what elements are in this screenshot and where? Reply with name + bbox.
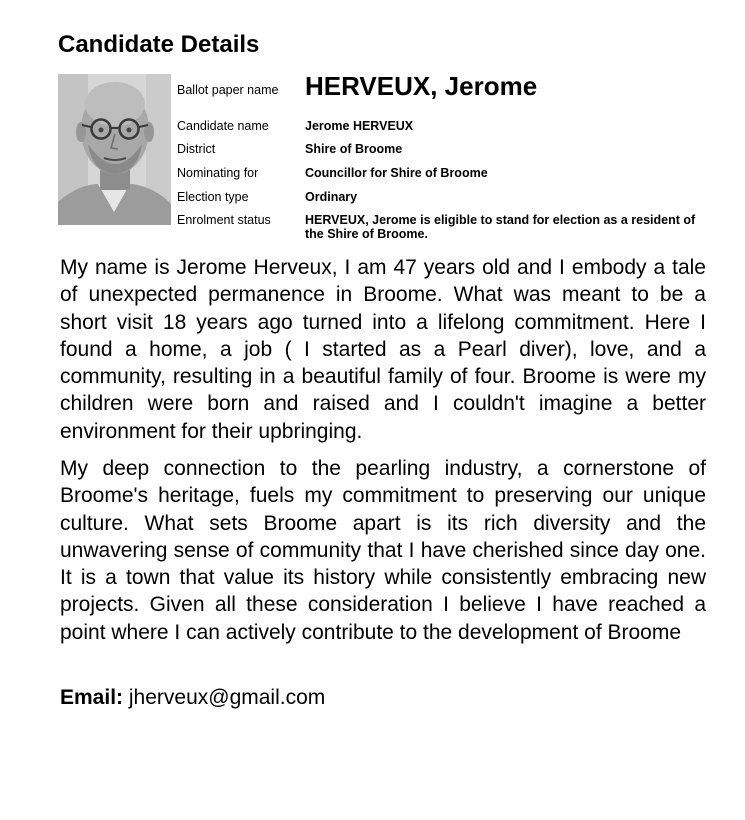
district-label: District [177,142,216,156]
election-type-label: Election type [177,190,249,204]
email-label: Email: [60,686,124,709]
candidate-name-label: Candidate name [177,119,269,133]
ballot-name-label: Ballot paper name [177,83,279,97]
district-value: Shire of Broome [305,142,403,156]
enrolment-status-label: Enrolment status [177,213,271,227]
election-type-value: Ordinary [305,190,358,204]
email-value: jherveux@gmail.com [128,686,326,709]
nominating-for-value: Councillor for Shire of Broome [305,166,488,180]
enrolment-status-value: HERVEUX, Jerome is eligible to stand for election as a resident of the Shire of Broome. [305,213,696,241]
candidate-photo [58,74,171,225]
bio-paragraph-2: My deep connection to the pearling industry, a cornerstone of Broome's heritage, fuels my commitment to preserving our unique culture. What sets Broome apart is its rich diversity and the unwavering sense of community that I have cherished since day one. It is a town that value its history while consistently embracing new projects. Given all these consideration I believe I have reached a point where I can actively contribute to the development of Broome [60,457,706,644]
page-title: Candidate Details [58,31,260,58]
ballot-name-value: HERVEUX, Jerome [305,71,538,101]
email-line [60,684,325,711]
bio-paragraph-1: My name is Jerome Herveux, I am 47 years old and I embody a tale of unexpected permanence in Broome. What was meant to be a short visit 18 years ago turned into a lifelong commitment. Here I found a home, a job ( I started as a Pearl diver), love, and a community, resulting in a beautiful family of four. Broome is were my children were born and raised and I couldn't imagine a better environment for their upbringing. [60,256,706,443]
candidate-name-value: Jerome HERVEUX [305,119,414,133]
nominating-for-label: Nominating for [177,166,259,180]
candidate-photo-image [58,74,171,225]
